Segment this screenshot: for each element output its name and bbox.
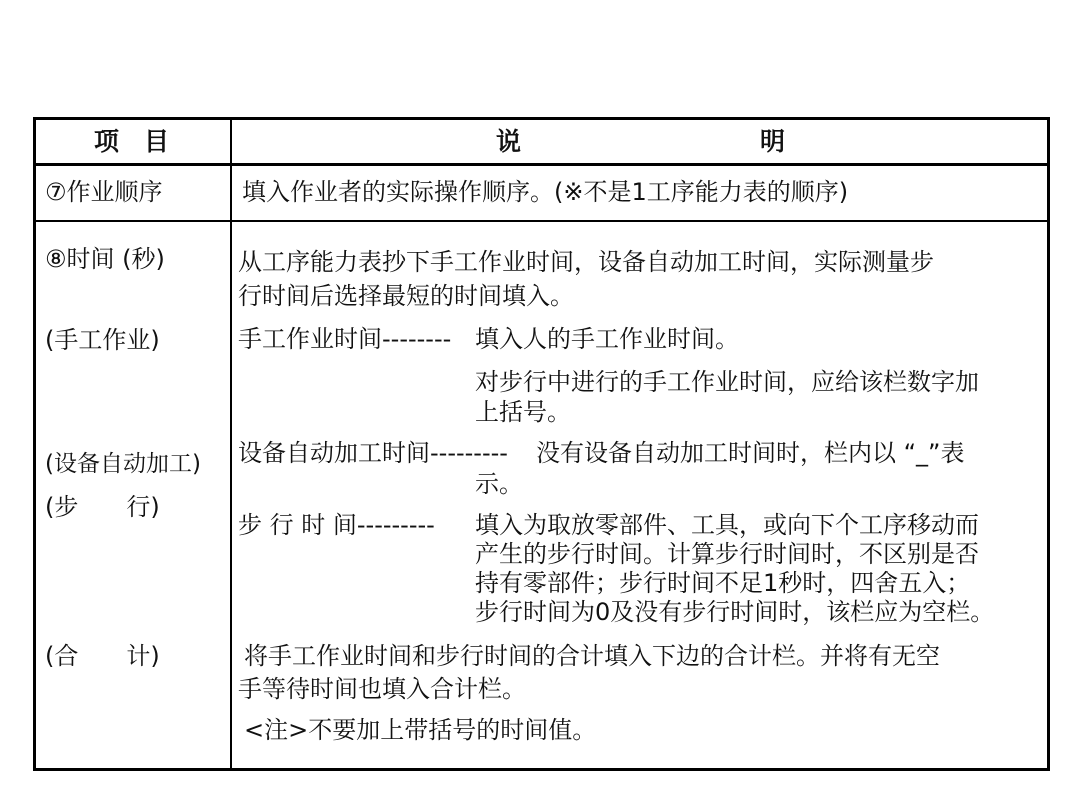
total-note: <注>不要加上带括号的时间值。 (244, 716, 597, 744)
manual-text-line2: 对步行中进行的手工作业时间，应给该栏数字加 (475, 368, 979, 396)
row8-desc-line1: 从工序能力表抄下手工作业时间，设备自动加工时间，实际测量步 (238, 248, 934, 276)
auto-text-line1: 没有设备自动加工时间时，栏内以 “_”表 (536, 439, 965, 467)
walk-text-line3: 持有零部件；步行时间不足1秒时，四舍五入； (475, 569, 971, 597)
manual-label: 手工作业时间-------- (238, 325, 452, 353)
walk-text-line4: 步行时间为0及没有步行时间时，该栏应为空栏。 (475, 598, 995, 626)
walk-item: (步 行) (45, 493, 160, 521)
auto-label: 设备自动加工时间--------- (238, 439, 508, 467)
row7-desc: 填入作业者的实际操作顺序。(※不是1工序能力表的顺序) (242, 178, 849, 206)
row8-item: ⑧时间 (秒) (45, 245, 165, 273)
header-item: 项 目 (94, 127, 170, 156)
auto-item: (设备自动加工) (45, 451, 201, 477)
total-item: (合 计) (45, 642, 160, 670)
walk-text-line2: 产生的步行时间。计算步行时间时，不区别是否 (475, 540, 979, 568)
header-desc-2: 明 (760, 127, 786, 156)
row-divider (36, 220, 1047, 222)
manual-item: (手工作业) (45, 326, 160, 354)
total-text-line1: 将手工作业时间和步行时间的合计填入下边的合计栏。并将有无空 (244, 642, 940, 670)
manual-text-line1: 填入人的手工作业时间。 (475, 325, 739, 353)
row8-desc-line2: 行时间后选择最短的时间填入。 (238, 282, 574, 310)
walk-label: 步 行 时 间--------- (238, 511, 435, 539)
header-desc-1: 说 (496, 127, 522, 156)
walk-text-line1: 填入为取放零部件、工具，或向下个工序移动而 (475, 511, 979, 539)
description-table (33, 117, 1050, 771)
header-divider (36, 163, 1047, 166)
auto-text-line2: 示。 (475, 470, 523, 498)
column-divider (230, 120, 232, 768)
manual-text-line3: 上括号。 (475, 398, 571, 426)
total-text-line2: 手等待时间也填入合计栏。 (238, 675, 526, 703)
row7-item: ⑦作业顺序 (45, 178, 163, 206)
